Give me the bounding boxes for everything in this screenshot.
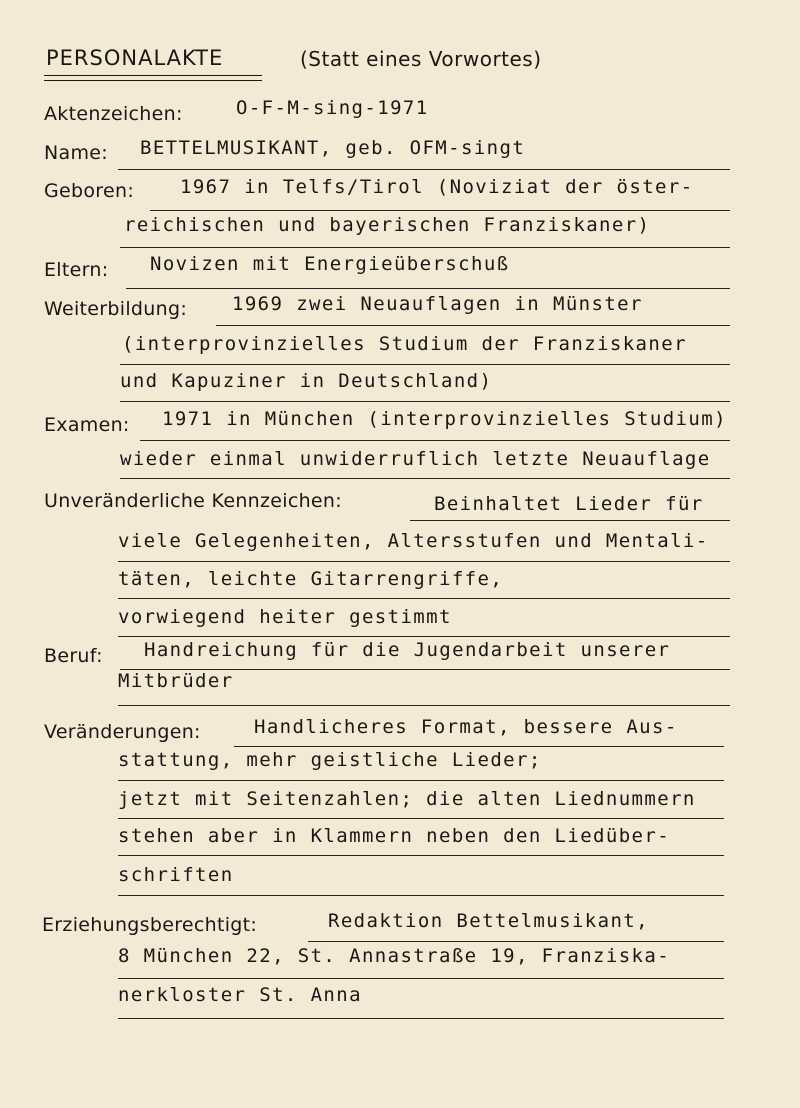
rule-veraenderungen-3 xyxy=(118,818,724,819)
rule-weiterbildung-2 xyxy=(120,364,730,365)
rule-veraenderungen-4 xyxy=(118,855,724,856)
field-label-examen: Examen: xyxy=(44,414,130,436)
field-label-eltern: Eltern: xyxy=(44,259,109,281)
field-value-veraenderungen-line-3: jetzt mit Seitenzahlen; die alten Liednummern xyxy=(118,788,696,810)
page-subtitle: (Statt eines Vorwortes) xyxy=(300,47,542,71)
field-value-kennzeichen-line-4: vorwiegend heiter gestimmt xyxy=(118,606,452,628)
field-value-veraenderungen-line-2: stattung, mehr geistliche Lieder; xyxy=(118,749,542,771)
field-value-geboren-line-2: reichischen und bayerischen Franziskaner) xyxy=(124,214,651,236)
field-value-veraenderungen-line-1: Handlicheres Format, bessere Aus- xyxy=(254,716,678,738)
rule-weiterbildung-3 xyxy=(120,401,730,402)
field-value-kennzeichen-line-3: täten, leichte Gitarrengriffe, xyxy=(118,568,504,590)
field-value-erziehungsberechtigt-line-2: 8 München 22, St. Annastraße 19, Franziska- xyxy=(118,945,671,967)
rule-veraenderungen-5 xyxy=(118,895,724,896)
rule-eltern xyxy=(126,288,730,289)
field-value-eltern: Novizen mit Energieüberschuß xyxy=(150,253,510,275)
field-value-weiterbildung-line-2: (interprovinzielles Studium der Franziskaner xyxy=(122,333,687,355)
rule-veraenderungen-2 xyxy=(118,780,724,781)
field-label-veraenderungen: Veränderungen: xyxy=(44,721,201,743)
field-label-erziehungsberechtigt: Erziehungsberechtigt: xyxy=(42,914,258,936)
title-underline-2 xyxy=(44,80,262,81)
title-underline-1 xyxy=(44,75,262,76)
rule-examen-1 xyxy=(140,440,730,441)
field-value-geboren-line-1: 1967 in Telfs/Tirol (Noviziat der öster- xyxy=(180,176,694,198)
rule-erziehungsberechtigt-1 xyxy=(308,941,724,942)
rule-erziehungsberechtigt-3 xyxy=(118,1018,724,1019)
rule-geboren-2 xyxy=(120,247,730,248)
field-label-aktenzeichen: Aktenzeichen: xyxy=(44,103,183,125)
rule-kennzeichen-3 xyxy=(118,598,730,599)
field-value-aktenzeichen: O-F-M-sing-1971 xyxy=(236,97,429,119)
field-value-examen-line-2: wieder einmal unwiderruflich letzte Neuauflage xyxy=(120,448,711,470)
rule-erziehungsberechtigt-2 xyxy=(118,978,724,979)
rule-kennzeichen-4 xyxy=(118,636,730,637)
field-value-beruf-line-1: Handreichung für die Jugendarbeit unserer xyxy=(144,639,671,661)
field-label-weiterbildung: Weiterbildung: xyxy=(44,298,188,320)
field-label-kennzeichen: Unveränderliche Kennzeichen: xyxy=(44,490,342,512)
field-value-veraenderungen-line-5: schriften xyxy=(118,864,234,886)
rule-examen-2 xyxy=(120,478,730,479)
field-value-erziehungsberechtigt-line-3: nerkloster St. Anna xyxy=(118,984,362,1006)
field-value-examen-line-1: 1971 in München (interprovinzielles Studium) xyxy=(162,408,727,430)
field-value-beruf-line-2: Mitbrüder xyxy=(118,670,234,692)
rule-veraenderungen-1 xyxy=(234,746,724,747)
field-value-weiterbildung-line-1: 1969 zwei Neuauflagen in Münster xyxy=(232,293,643,315)
field-value-name: BETTELMUSIKANT, geb. OFM-singt xyxy=(140,137,526,159)
field-label-beruf: Beruf: xyxy=(44,645,103,667)
rule-geboren-1 xyxy=(150,210,730,211)
rule-kennzeichen-2 xyxy=(118,561,730,562)
rule-name xyxy=(118,169,730,170)
rule-weiterbildung-1 xyxy=(216,325,730,326)
field-label-geboren: Geboren: xyxy=(44,180,135,202)
page-title: PERSONALAKTE xyxy=(46,46,224,70)
rule-kennzeichen-1 xyxy=(410,520,730,521)
field-value-veraenderungen-line-4: stehen aber in Klammern neben den Liedüber- xyxy=(118,825,671,847)
field-value-weiterbildung-line-3: und Kapuziner in Deutschland) xyxy=(120,370,493,392)
field-value-erziehungsberechtigt-line-1: Redaktion Bettelmusikant, xyxy=(328,910,649,932)
rule-beruf-2 xyxy=(118,705,730,706)
field-label-name: Name: xyxy=(44,142,108,164)
field-value-kennzeichen-line-2: viele Gelegenheiten, Altersstufen und Mentali- xyxy=(118,530,709,552)
field-value-kennzeichen-line-1: Beinhaltet Lieder für xyxy=(434,493,704,515)
